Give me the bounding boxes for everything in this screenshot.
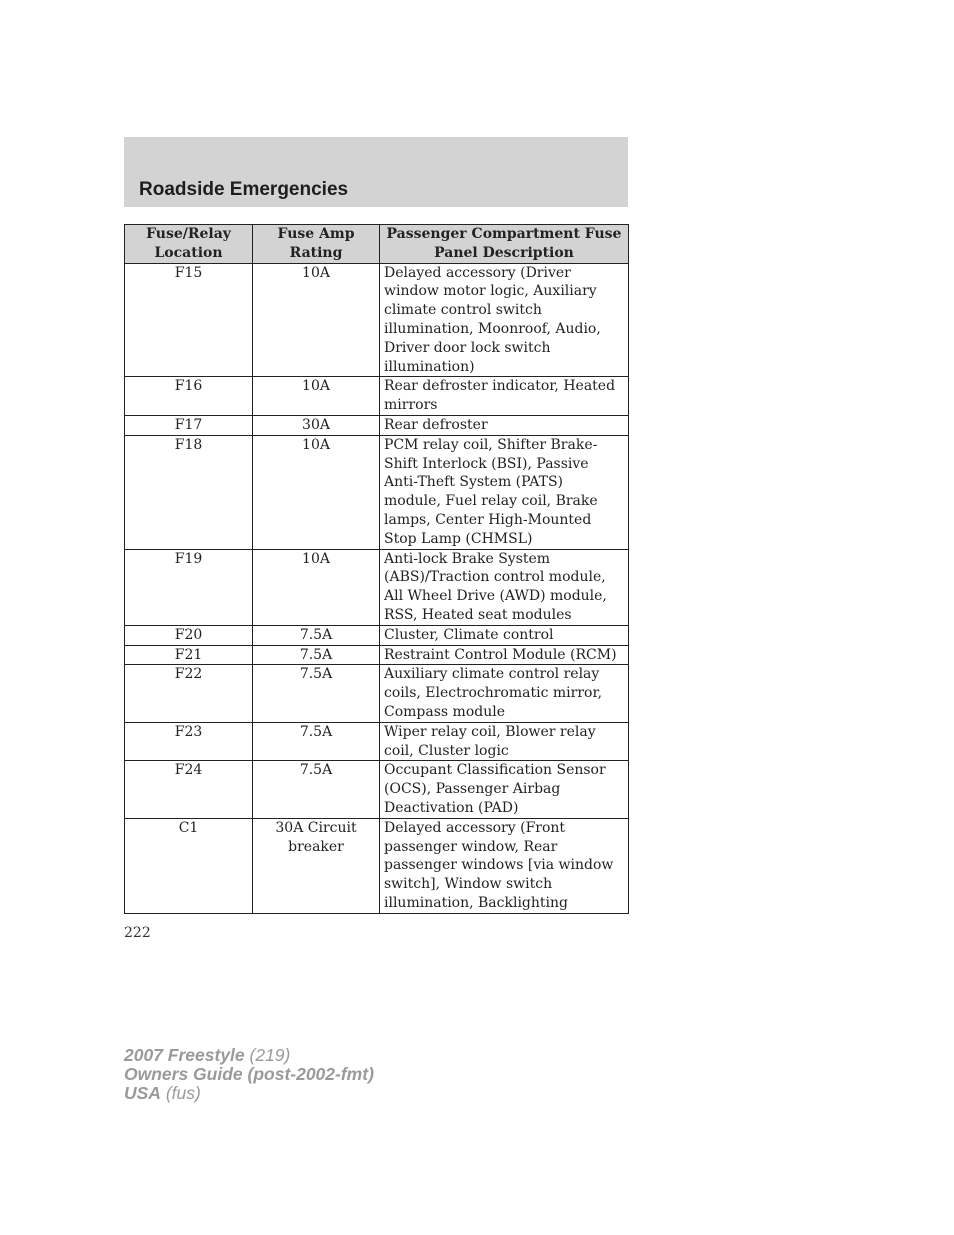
cell-location: F23 <box>125 722 253 761</box>
cell-rating: 7.5A <box>253 625 380 645</box>
cell-location: F24 <box>125 761 253 818</box>
cell-description: Occupant Classification Sensor (OCS), Passenger Airbag Deactivation (PAD) <box>380 761 629 818</box>
cell-location: C1 <box>125 818 253 913</box>
table-row <box>125 645 629 665</box>
cell-rating: 7.5A <box>253 665 380 722</box>
footer-model: 2007 Freestyle <box>124 1045 245 1065</box>
table-row <box>125 665 629 722</box>
cell-description: Restraint Control Module (RCM) <box>380 645 629 665</box>
cell-rating: 7.5A <box>253 761 380 818</box>
cell-description: Anti-lock Brake System (ABS)/Traction control module, All Wheel Drive (AWD) module, RSS, Heated seat modules <box>380 549 629 625</box>
footer-line-2 <box>124 1065 374 1084</box>
header-description: Passenger Compartment Fuse Panel Description <box>380 225 629 264</box>
cell-location: F15 <box>125 263 253 377</box>
table-row <box>125 377 629 416</box>
cell-rating: 10A <box>253 377 380 416</box>
cell-description: Rear defroster <box>380 415 629 435</box>
cell-description: Delayed accessory (Front passenger window, Rear passenger windows [via window switch], Window switch illumination, Backlighting <box>380 818 629 913</box>
cell-description: Wiper relay coil, Blower relay coil, Cluster logic <box>380 722 629 761</box>
table-row <box>125 549 629 625</box>
footer-guide: Owners Guide (post-2002-fmt) <box>124 1064 374 1084</box>
table-row <box>125 415 629 435</box>
header-rating: Fuse Amp Rating <box>253 225 380 264</box>
cell-rating: 30A <box>253 415 380 435</box>
cell-rating: 10A <box>253 435 380 549</box>
table-row <box>125 722 629 761</box>
cell-location: F18 <box>125 435 253 549</box>
footer-market: USA <box>124 1083 161 1103</box>
table-row <box>125 761 629 818</box>
footer-model-code: (219) <box>244 1045 291 1065</box>
section-header-band <box>124 137 628 207</box>
cell-description: Delayed accessory (Driver window motor logic, Auxiliary climate control switch illumination, Moonroof, Audio, Driver door lock switch illumination) <box>380 263 629 377</box>
table-row <box>125 435 629 549</box>
fuse-table <box>124 224 629 914</box>
table-row <box>125 818 629 913</box>
cell-location: F20 <box>125 625 253 645</box>
table-row <box>125 625 629 645</box>
cell-rating: 7.5A <box>253 645 380 665</box>
page-number: 222 <box>124 925 151 941</box>
cell-rating: 10A <box>253 263 380 377</box>
table-row <box>125 263 629 377</box>
table-header-row <box>125 225 629 264</box>
footer-line-3 <box>124 1084 374 1103</box>
footer-line-1 <box>124 1046 374 1065</box>
document-footer <box>124 1046 374 1103</box>
cell-rating: 7.5A <box>253 722 380 761</box>
cell-description: PCM relay coil, Shifter Brake-Shift Interlock (BSI), Passive Anti-Theft System (PATS) module, Fuel relay coil, Brake lamps, Center High-Mounted Stop Lamp (CHMSL) <box>380 435 629 549</box>
header-location: Fuse/Relay Location <box>125 225 253 264</box>
cell-rating: 30A Circuit breaker <box>253 818 380 913</box>
cell-description: Cluster, Climate control <box>380 625 629 645</box>
cell-description: Rear defroster indicator, Heated mirrors <box>380 377 629 416</box>
section-title: Roadside Emergencies <box>139 179 349 200</box>
cell-location: F21 <box>125 645 253 665</box>
cell-location: F19 <box>125 549 253 625</box>
cell-description: Auxiliary climate control relay coils, Electrochromatic mirror, Compass module <box>380 665 629 722</box>
cell-location: F22 <box>125 665 253 722</box>
cell-location: F16 <box>125 377 253 416</box>
footer-market-code: (fus) <box>160 1083 201 1103</box>
cell-location: F17 <box>125 415 253 435</box>
cell-rating: 10A <box>253 549 380 625</box>
